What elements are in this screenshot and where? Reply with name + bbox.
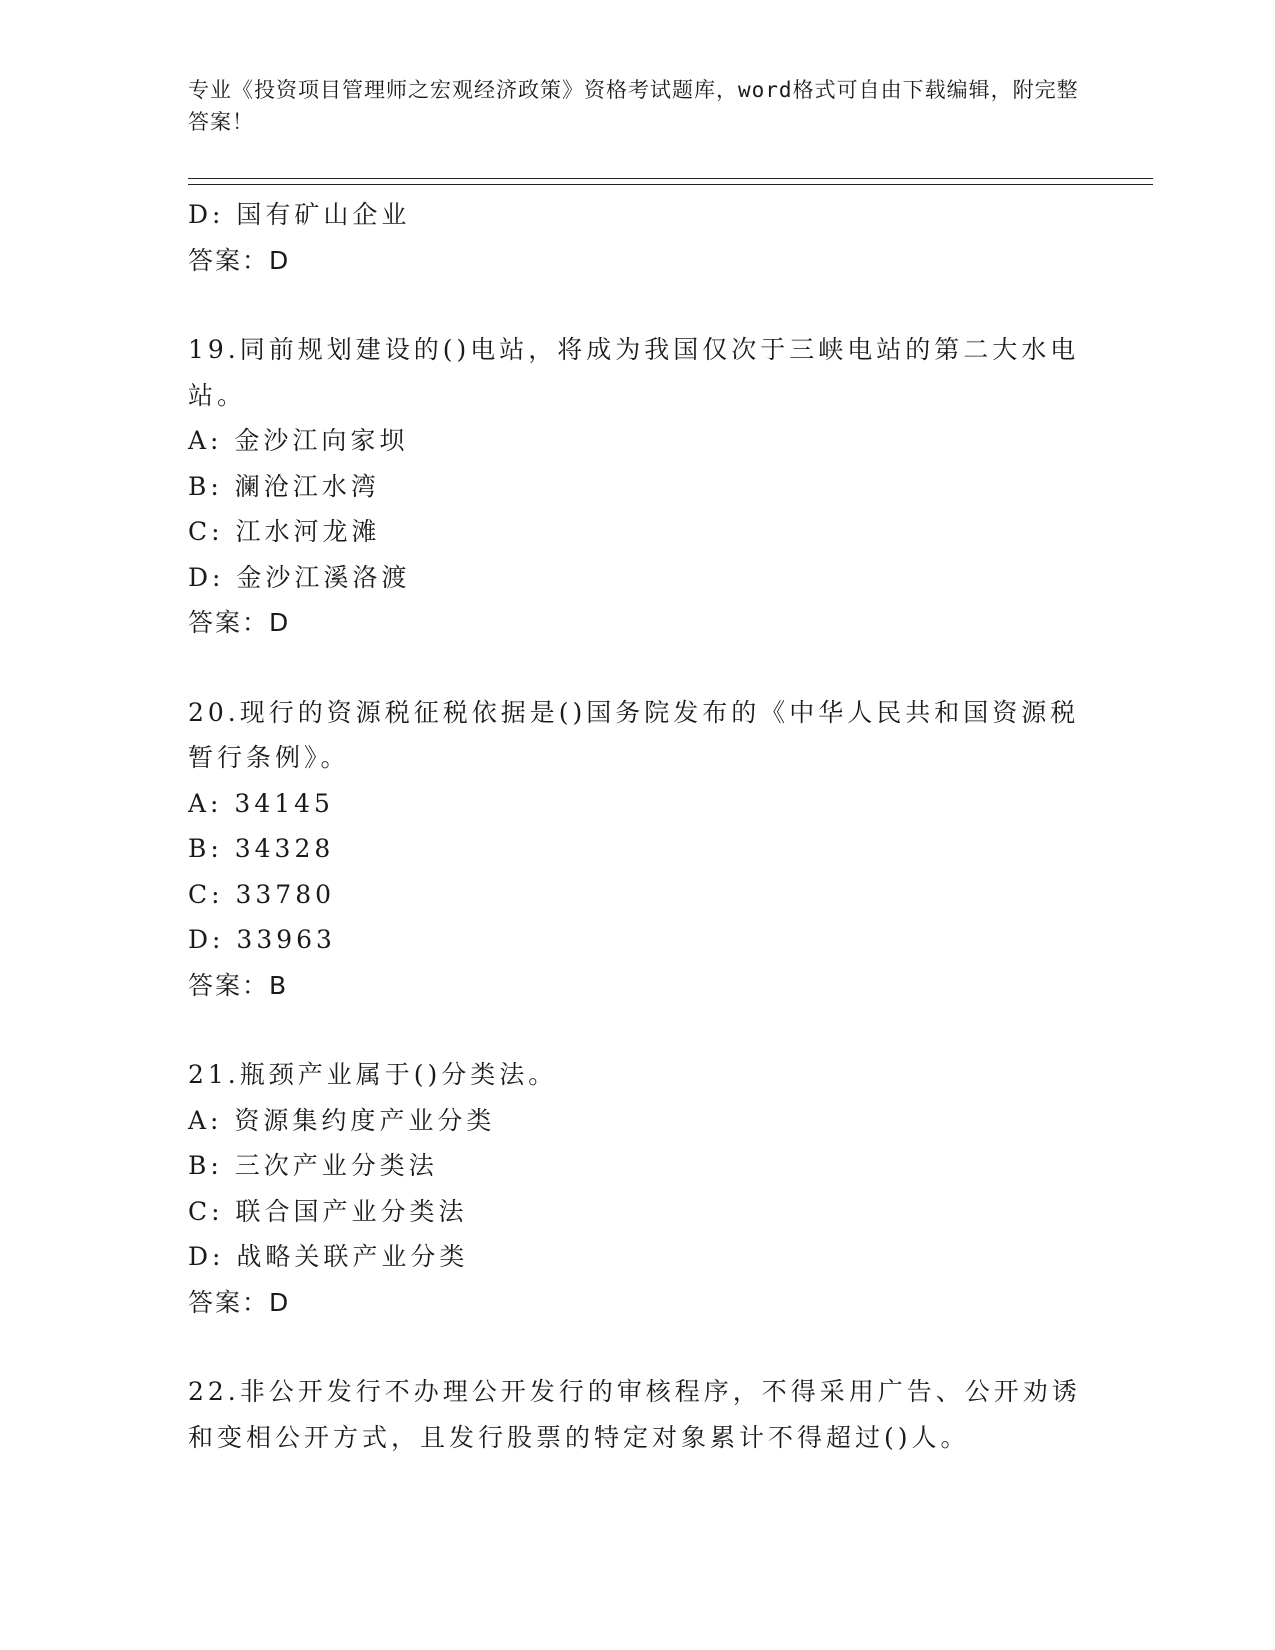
prev-answer: 答案：D [188,245,291,275]
question-stem: 21.瓶颈产业属于()分类法。 [188,1060,558,1089]
option-b: B: 三次产业分类法 [188,1151,438,1180]
option-d: D: 战略关联产业分类 [188,1242,469,1271]
question-22 [188,1369,1088,1460]
option-d: D: 33963 [188,925,336,954]
option-a: A: 34145 [188,788,334,818]
question-21 [188,1052,1088,1325]
option-b: B: 澜沧江水湾 [188,471,380,501]
option-a: A: 资源集约度产业分类 [188,1105,496,1135]
question-19 [188,327,1088,646]
prev-option-d: D: 国有矿山企业 [188,200,411,229]
header-rule-top [188,178,1153,179]
question-stem: 19.同前规划建设的()电站，将成为我国仅次于三峡电站的第二大水电 [188,335,1080,364]
question-stem: 20.现行的资源税征税依据是()国务院发布的《中华人民共和国资源税 [188,697,1080,727]
option-a: A: 金沙江向家坝 [188,426,409,455]
answer: 答案：D [188,608,291,637]
option-c: C: 33780 [188,879,336,909]
answer: 答案：D [188,1287,291,1317]
option-d: D: 金沙江溪洛渡 [188,562,411,592]
question-stem-cont: 和变相公开方式，且发行股票的特定对象累计不得超过()人。 [188,1422,970,1452]
document-header: 专业《投资项目管理师之宏观经济政策》资格考试题库，word格式可自由下载编辑，附完整答案！ [188,78,1079,134]
answer: 答案：B [188,970,289,1000]
question-stem: 22.非公开发行不办理公开发行的审核程序，不得采用广告、公开劝诱 [188,1377,1081,1406]
question-stem-cont: 站。 [188,380,247,410]
question-list [188,192,1088,1460]
option-c: C: 联合国产业分类法 [188,1196,468,1226]
question-stem-cont: 暂行条例》。 [188,743,350,772]
option-b: B: 34328 [188,834,335,863]
header-rule-bottom [188,184,1153,185]
question-20 [188,690,1088,1009]
option-c: C: 江水河龙滩 [188,517,381,546]
